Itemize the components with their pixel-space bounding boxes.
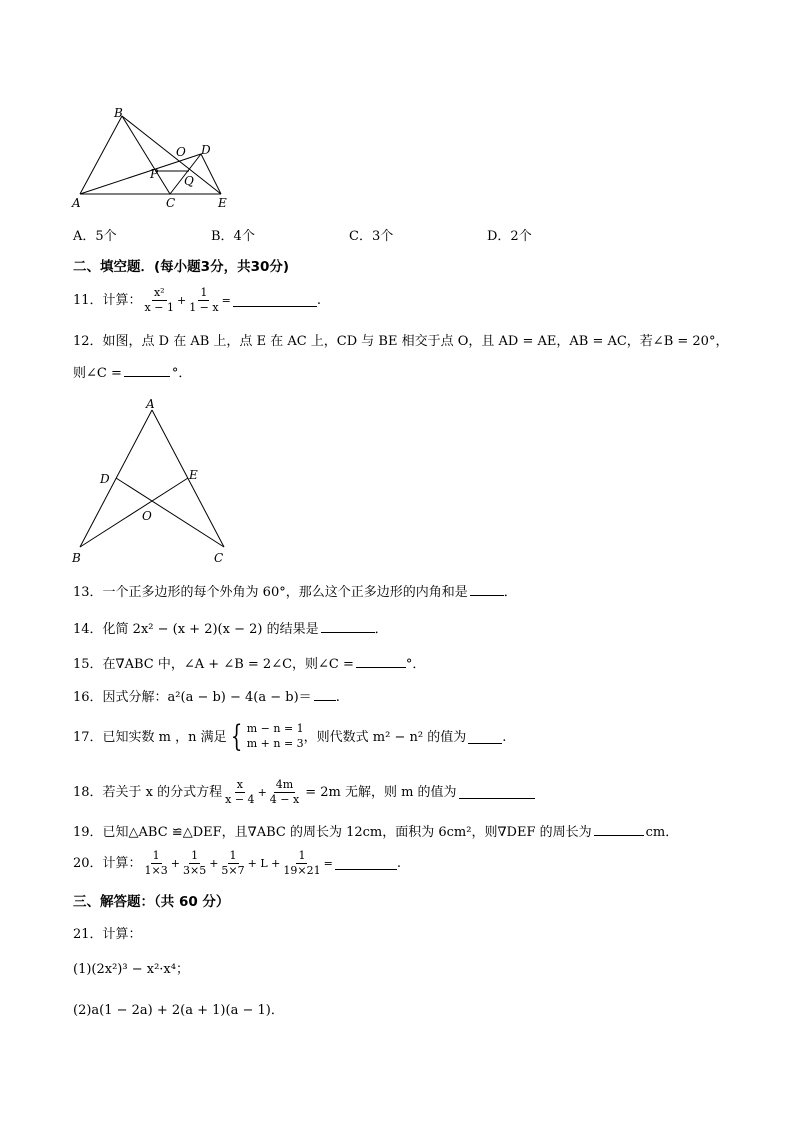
q13-answer-blank [470, 583, 504, 596]
q11-fraction-2: $\frac{1}{1 - x}$ [189, 286, 219, 315]
figure2-label-c: C [214, 551, 224, 565]
figure2-label-a: A [146, 397, 155, 411]
figure1-label-b: B [114, 106, 123, 120]
figure-1-geometry [68, 105, 238, 213]
q20-fraction-3: $\frac{1}{5\times 7}$ [221, 849, 245, 878]
q11-prefix: 11．计算： [73, 293, 142, 309]
q14-answer-blank [321, 620, 375, 633]
q15-answer-blank [356, 655, 406, 668]
question-19: 19．已知△ABC ≌△DEF，且∇ABC 的周长为 12cm，面积为 6cm²，则∇DEF 的周长为 cm． [73, 825, 679, 840]
question-16: 16．因式分解：a²(a − b) − 4(a − b)＝ . [73, 690, 340, 705]
question-18: 18．若关于 x 的分式方程 $\frac{x}{x - 4}$ + $\frac{4m}{4 - x}$ = 2m 无解，则 m 的值为 [73, 779, 535, 806]
q16-answer-blank [314, 688, 336, 701]
figure2-label-d: D [100, 472, 110, 486]
figure2-label-o: O [142, 509, 152, 523]
figure1-label-e: E [218, 196, 227, 210]
figure2-label-b: B [72, 551, 81, 565]
figure-2-triangle [68, 392, 238, 570]
q10-option-a: A．5个 [73, 229, 117, 244]
q12-answer-blank [124, 364, 170, 377]
question-17: 17．已知实数 m ，n 满足 { m − n = 1 m + n = 3 ，则代数式 m² − n² 的值为 . [73, 719, 507, 754]
q20-answer-blank [335, 857, 397, 870]
q21-part-1: (1)(2x²)³ − x²·x⁴； [73, 962, 189, 977]
figure1-label-p: P [150, 167, 159, 181]
q19-answer-blank [594, 823, 644, 836]
q21-title: 21．计算： [73, 927, 142, 942]
q20-fraction-2: $\frac{1}{3\times 5}$ [182, 849, 207, 878]
question-20: 20．计算： $\frac{1}{1\times 3}$ + $\frac{1}{3\times 5}$ + $\frac{1}{5\times 7}$ + L + $\frac{1}{19\times 21}$ = . [73, 849, 401, 878]
q11-answer-blank [233, 294, 317, 307]
section-3-title: 三、解答题：（共 60 分） [73, 894, 230, 910]
figure1-label-a: A [72, 196, 81, 210]
figure1-label-q: Q [184, 174, 194, 188]
question-13: 13．一个正多边形的每个外角为 60°，那么这个正多边形的内角和是 ． [73, 585, 517, 600]
section-2-title: 二、填空题．(每小题3分，共30分) [73, 259, 290, 275]
figure1-label-o: O [176, 145, 186, 159]
q12-line-2: 则∠C = °． [73, 366, 192, 381]
q10-option-c: C．3个 [349, 229, 394, 244]
figure1-label-d: D [201, 143, 211, 157]
q18-fraction-2: $\frac{4m}{4 - x}$ [269, 778, 300, 807]
question-11: 11．计算： $\frac{\text{x²}}{x - 1}$ + $\frac{1}{1 - x}$ = . [73, 286, 321, 315]
q20-fraction-1: $\frac{1}{1\times 3}$ [144, 849, 168, 878]
q21-part-2: (2)a(1 − 2a) + 2(a + 1)(a − 1)． [73, 1003, 284, 1018]
question-15: 15．在∇ABC 中，∠A + ∠B = 2∠C，则∠C = °． [73, 657, 426, 672]
q17-answer-blank [468, 731, 502, 744]
q20-fraction-4: $\frac{1}{19\times 21}$ [283, 849, 321, 878]
question-14: 14．化简 2x² − (x + 2)(x − 2) 的结果是 ． [73, 622, 388, 637]
figure2-label-e: E [189, 468, 198, 482]
q11-fraction-1: $\frac{\text{x²}}{x - 1}$ [144, 286, 174, 315]
q18-fraction-1: $\frac{x}{x - 4}$ [225, 778, 255, 807]
q10-option-d: D．2个 [487, 229, 532, 244]
q17-equation-system: { m − n = 1 m + n = 3 [230, 719, 304, 754]
figure1-label-c: C [166, 196, 176, 210]
q10-option-b: B．4个 [211, 229, 255, 244]
q18-answer-blank [459, 786, 535, 799]
q12-line-1: 12．如图，点 D 在 AB 上，点 E 在 AC 上，CD 与 BE 相交于点 O，且 AD = AE，AB = AC，若∠B = 20°， [73, 334, 729, 349]
